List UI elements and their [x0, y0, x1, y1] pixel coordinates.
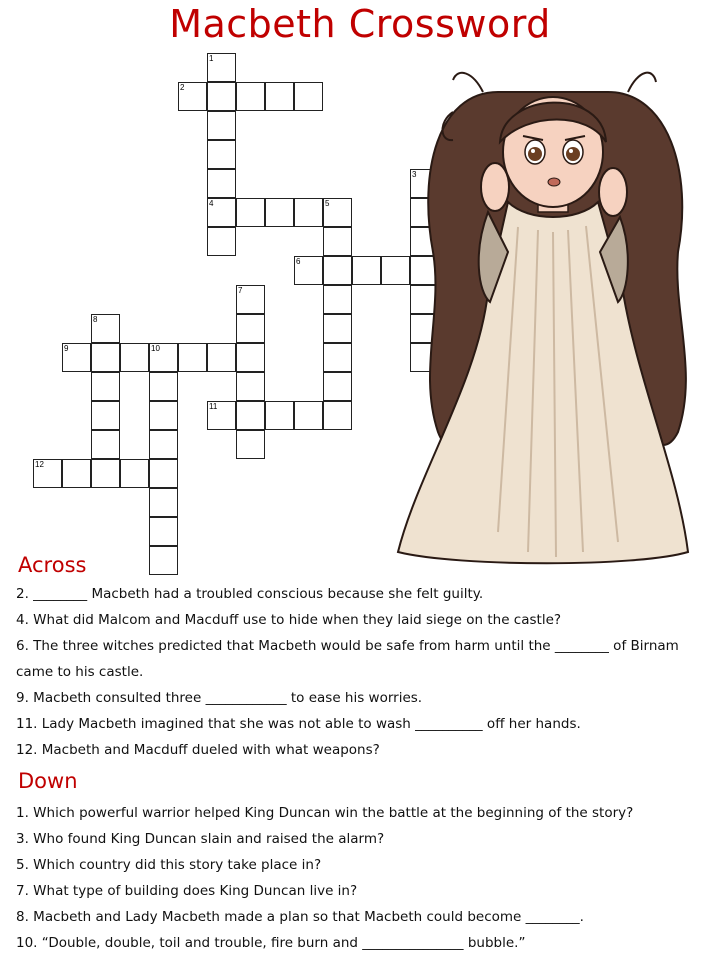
across-clue: 9. Macbeth consulted three ____________ to ease his worries. [16, 690, 423, 706]
across-heading: Across [18, 553, 87, 577]
crossword-cell[interactable] [120, 459, 149, 488]
crossword-cell[interactable] [149, 343, 178, 372]
crossword-cell[interactable] [91, 401, 120, 430]
clue-number: 8 [93, 315, 98, 324]
down-clue: 7. What type of building does King Duncan live in? [16, 883, 358, 899]
crossword-cell[interactable] [294, 198, 323, 227]
crossword-cell[interactable] [207, 343, 236, 372]
crossword-cell[interactable] [149, 459, 178, 488]
crossword-cell[interactable] [236, 343, 265, 372]
crossword-cell[interactable] [294, 256, 323, 285]
crossword-cell[interactable] [178, 82, 207, 111]
crossword-cell[interactable] [149, 401, 178, 430]
crossword-cell[interactable] [207, 169, 236, 198]
crossword-cell[interactable] [323, 401, 352, 430]
crossword-cell[interactable] [323, 198, 352, 227]
clue-number: 12 [35, 460, 44, 469]
clue-number: 2 [180, 83, 185, 92]
crossword-cell[interactable] [91, 372, 120, 401]
crossword-cell[interactable] [323, 227, 352, 256]
crossword-cell[interactable] [149, 517, 178, 546]
down-clue: 5. Which country did this story take place in? [16, 857, 322, 873]
crossword-cell[interactable] [236, 401, 265, 430]
crossword-cell[interactable] [207, 82, 236, 111]
crossword-cell[interactable] [207, 111, 236, 140]
crossword-cell[interactable] [236, 285, 265, 314]
crossword-cell[interactable] [294, 82, 323, 111]
crossword-cell[interactable] [91, 430, 120, 459]
crossword-cell[interactable] [294, 401, 323, 430]
crossword-cell[interactable] [236, 82, 265, 111]
clue-number: 4 [209, 199, 214, 208]
down-clue: 10. “Double, double, toil and trouble, fire burn and _______________ bubble.” [16, 935, 526, 951]
crossword-cell[interactable] [91, 314, 120, 343]
clue-number: 5 [325, 199, 330, 208]
down-heading: Down [18, 769, 78, 793]
crossword-cell[interactable] [62, 343, 91, 372]
clue-number: 7 [238, 286, 243, 295]
clue-number: 11 [209, 402, 218, 411]
across-clue: came to his castle. [16, 664, 144, 680]
down-clue: 3. Who found King Duncan slain and raised the alarm? [16, 831, 385, 847]
crossword-cell[interactable] [323, 343, 352, 372]
crossword-cell[interactable] [91, 459, 120, 488]
crossword-cell[interactable] [207, 140, 236, 169]
crossword-cell[interactable] [323, 314, 352, 343]
crossword-cell[interactable] [236, 314, 265, 343]
page-title: Macbeth Crossword [169, 2, 551, 46]
across-clue: 6. The three witches predicted that Macbeth would be safe from harm until the ________ of Birnam [16, 638, 679, 654]
crossword-cell[interactable] [236, 198, 265, 227]
crossword-cell[interactable] [120, 343, 149, 372]
crossword-cell[interactable] [265, 198, 294, 227]
crossword-cell[interactable] [91, 343, 120, 372]
crossword-cell[interactable] [352, 256, 381, 285]
clue-number: 6 [296, 257, 301, 266]
clue-number: 1 [209, 54, 214, 63]
crossword-cell[interactable] [178, 343, 207, 372]
crossword-cell[interactable] [149, 488, 178, 517]
clue-number: 9 [64, 344, 69, 353]
clue-number: 3 [412, 170, 417, 179]
crossword-cell[interactable] [149, 430, 178, 459]
across-clue: 4. What did Malcom and Macduff use to hide when they laid siege on the castle? [16, 612, 562, 628]
crossword-cell[interactable] [236, 372, 265, 401]
lady-macbeth-illustration [378, 52, 718, 572]
crossword-cell[interactable] [323, 372, 352, 401]
across-clue: 11. Lady Macbeth imagined that she was not able to wash __________ off her hands. [16, 716, 581, 732]
crossword-cell[interactable] [207, 401, 236, 430]
down-clue: 1. Which powerful warrior helped King Duncan win the battle at the beginning of the story? [16, 805, 634, 821]
crossword-cell[interactable] [207, 227, 236, 256]
crossword-cell[interactable] [265, 401, 294, 430]
across-clue: 12. Macbeth and Macduff dueled with what weapons? [16, 742, 380, 758]
clue-number: 10 [151, 344, 160, 353]
crossword-cell[interactable] [236, 430, 265, 459]
across-clue: 2. ________ Macbeth had a troubled conscious because she felt guilty. [16, 586, 484, 602]
crossword-cell[interactable] [265, 82, 294, 111]
crossword-cell[interactable] [149, 372, 178, 401]
crossword-cell[interactable] [33, 459, 62, 488]
crossword-cell[interactable] [207, 198, 236, 227]
crossword-cell[interactable] [207, 53, 236, 82]
crossword-cell[interactable] [323, 285, 352, 314]
down-clue: 8. Macbeth and Lady Macbeth made a plan so that Macbeth could become ________. [16, 909, 584, 925]
crossword-cell[interactable] [149, 546, 178, 575]
crossword-cell[interactable] [323, 256, 352, 285]
crossword-cell[interactable] [62, 459, 91, 488]
